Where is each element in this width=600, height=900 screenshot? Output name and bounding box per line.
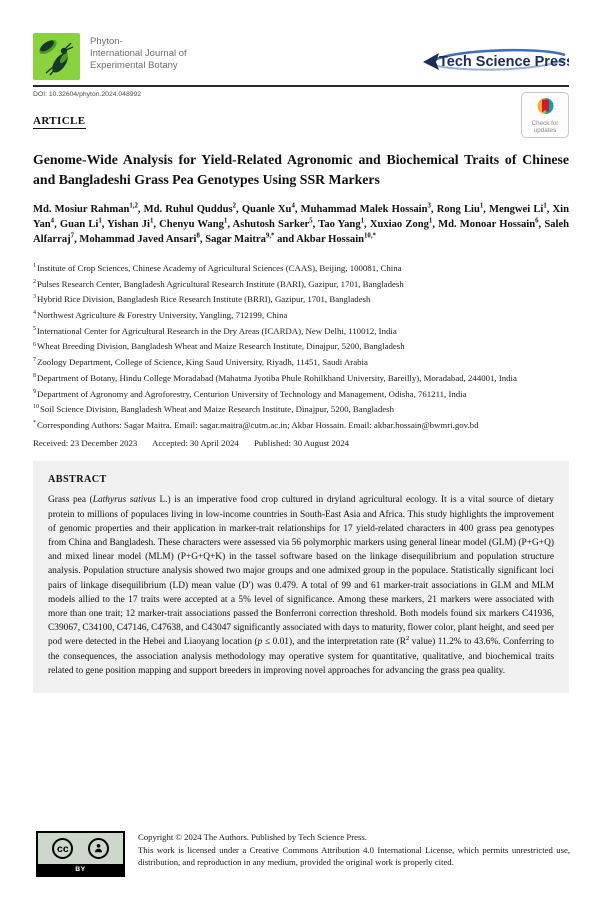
journal-name [90,33,187,72]
author-name: Xuxiao Zong$^1$ [369,217,433,230]
crossmark-label: Check for updates [531,119,559,134]
author-name: Yishan Ji$^1$ [107,217,154,230]
abstract-body: Grass pea (Lathyrus sativus L.) is an imperative food crop cultured in dryland agricultural ecology. It is a vital source of dietary protein to millions of populaces living in low-income countries in South-East Asia and Africa. This study highlights the improvement of genomic properties and their application in marker-trait relationships for 17 yield-related characters in 400 grass pea genotypes from China and Bangladesh. These characters were assessed via 56 polymorphic markers using general linear model (GLM) (P+G+Q) and mixed linear model (MLM) (P+G+Q+K) in the tassel software based on the linkage disequilibrium and population structure analysis. Population structure analysis showed two major groups and one admixed group in the populace. Statistically significant loci pairs of linkage disequilibrium (LD) mean value (D′) was 0.479. A total of 99 and 61 marker-trait associations in GLM and MLM models allied to the 17 traits were accepted at a 5% level of significance. Among these markers, 21 markers were associated with more than one trait; 12 marker-trait associations passed the Bonferroni correction threshold. Both models found six markers C41936, C39067, C34100, C47146, C47638, and C43047 significantly associated with days to maturity, flower color, plant height, and seed per pod were detected in the Hebei and Liaoyang location (p ≤ 0.01), and the interpretation rate ($R^2$ value) 11.2% to 43.6%. Conferring to the consequences, the association analysis methodology may operative system for quantitative, qualitative, and biochemical traits related to gene position mapping and support breeders in improving novel approaches for advancing the grass pea quality. [48,495,554,676]
person-attribution-icon [88,838,109,859]
author-name: Saleh Alfarraj$^7$ [33,219,570,245]
correspondence-marker: * [33,419,36,426]
abstract-section [33,461,569,693]
published-date: Published: 30 August 2024 [253,438,350,449]
author-name: Xin Yan$^4$ [33,204,569,230]
journal-name-line: Phyton- [90,36,123,47]
cc-by-license-badge [36,831,125,877]
author-name: Md. Ruhul Quddus$^2$ [143,202,237,215]
author-name: Quanle Xu$^4$ [241,202,295,215]
cc-icon: cc [52,838,73,859]
author-name: Md. Monoar Hossain$^6$ [438,217,539,230]
copyright-line: Copyright © 2024 The Authors. Published by Tech Science Press. [138,832,367,842]
affiliation-item: $^3$Hybrid Rice Division, Bangladesh Rice Research Institute (BRRI), Gazipur, 1701, Bangladesh [33,294,371,305]
paper-title: Genome-Wide Analysis for Yield-Related Agronomic and Biochemical Traits of Chinese and Bangladeshi Grass Pea Genotypes Using SSR Markers [33,152,569,187]
author-name: Mohammad Javed Ansari$^8$ [79,232,200,245]
affiliation-item: $^{10}$Soil Science Division, Bangladesh Wheat and Maize Research Institute, Dinajpur, 5200, Bangladesh [33,404,394,415]
journal-header [33,0,569,81]
author-name: Md. Mosiur Rahman$^{1,2}$ [33,202,138,215]
affiliation-item: $^4$Northwest Agriculture & Forestry University, Yangling, 712199, China [33,310,288,321]
abstract-heading: ABSTRACT [48,474,107,486]
author-name: Chenyu Wang$^1$ [159,217,228,230]
correspondence-note [33,420,569,432]
author-name: Rong Liu$^1$ [436,202,484,215]
affiliation-item: $^6$Wheat Breeding Division, Bangladesh Wheat and Maize Research Institute, Dinajpur, 5200, Bangladesh [33,341,405,352]
copyright-text [138,831,570,877]
author-name: Mengwei Li$^1$ [489,202,547,215]
affiliation-item: $^2$Pulses Research Center, Bangladesh Agricultural Research Institute (BARI), Gazipur, 1701, Bangladesh [33,278,404,289]
accepted-date: Accepted: 30 April 2024 [152,438,239,449]
affiliation-item: $^7$Zoology Department, College of Science, King Saud University, Riyadh, 11451, Saudi Arabia [33,357,368,368]
author-name: Ashutosh Sarker$^5$ [232,217,313,230]
author-name: Guan Li$^1$ [59,217,102,230]
article-dates [33,438,569,448]
header-divider [33,85,569,87]
author-name: Muhammad Malek Hossain$^3$ [300,202,431,215]
correspondence-text: Corresponding Authors: Sagar Maitra. Email: sagar.maitra@cutm.ac.in; Akbar Hossain. Email: akbar.hossain@bwmri.gov.bd [37,419,479,430]
affiliation-item: $^5$International Center for Agricultural Research in the Dry Areas (ICARDA), New Delhi, 110012, India [33,325,397,336]
check-for-updates-badge[interactable] [521,92,569,138]
author-name: Tao Yang$^1$ [318,217,365,230]
license-footer [36,831,570,877]
article-type-label: ARTICLE [33,115,86,127]
tech-science-press-logo [419,33,569,81]
affiliation-item: $^8$Department of Botany, Hindu College Moradabad (Mahatma Jyotiba Phule Rohilkhand University, Bareilly), Moradabad, 244001, India [33,372,517,383]
doi-text: DOI: 10.32604/phyton.2024.048992 [33,91,142,98]
affiliation-list [33,263,569,416]
author-name: Sagar Maitra$^{9,*}$ [205,232,275,245]
journal-name-line: International Journal of [90,48,187,59]
license-line: This work is licensed under a Creative Commons Attribution 4.0 International License, which permits unrestricted use, distribution, and reproduction in any medium, provided the original work is properly cited. [138,844,570,868]
received-date: Received: 23 December 2023 [33,438,138,449]
affiliation-item: $^1$Institute of Crop Sciences, Chinese Academy of Agricultural Sciences (CAAS), Beijing, 100081, China [33,263,402,273]
crossmark-icon [536,97,555,118]
phyton-journal-logo-icon [33,33,80,80]
author-list: Md. Mosiur Rahman$^{1,2}$, Md. Ruhul Quddus$^2$, Quanle Xu$^4$, Muhammad Malek Hossain$^3$, Rong Liu$^1$, Mengwei Li$^1$, Xin Yan$^4$, Guan Li$^1$, Yishan Ji$^1$, Chenyu Wang$^1$, Ashutosh Sarker$^5$, Tao Yang$^1$, Xuxiao Zong$^1$, Md. Monoar Hossain$^6$, Saleh Alfarraj$^7$, Mohammad Javed Ansari$^8$, Sagar Maitra$^{9,*}$ and Akbar Hossain$^{10,*}$ [33,202,570,245]
by-label: BY [38,864,123,875]
author-name: Akbar Hossain$^{10,*}$ [296,232,376,245]
affiliation-item: $^9$Department of Agronomy and Agroforestry, Centurion University of Technology and Management, Odisha, 761211, India [33,388,467,399]
journal-name-line: Experimental Botany [90,60,178,71]
press-name: Tech Science Press [439,54,569,70]
